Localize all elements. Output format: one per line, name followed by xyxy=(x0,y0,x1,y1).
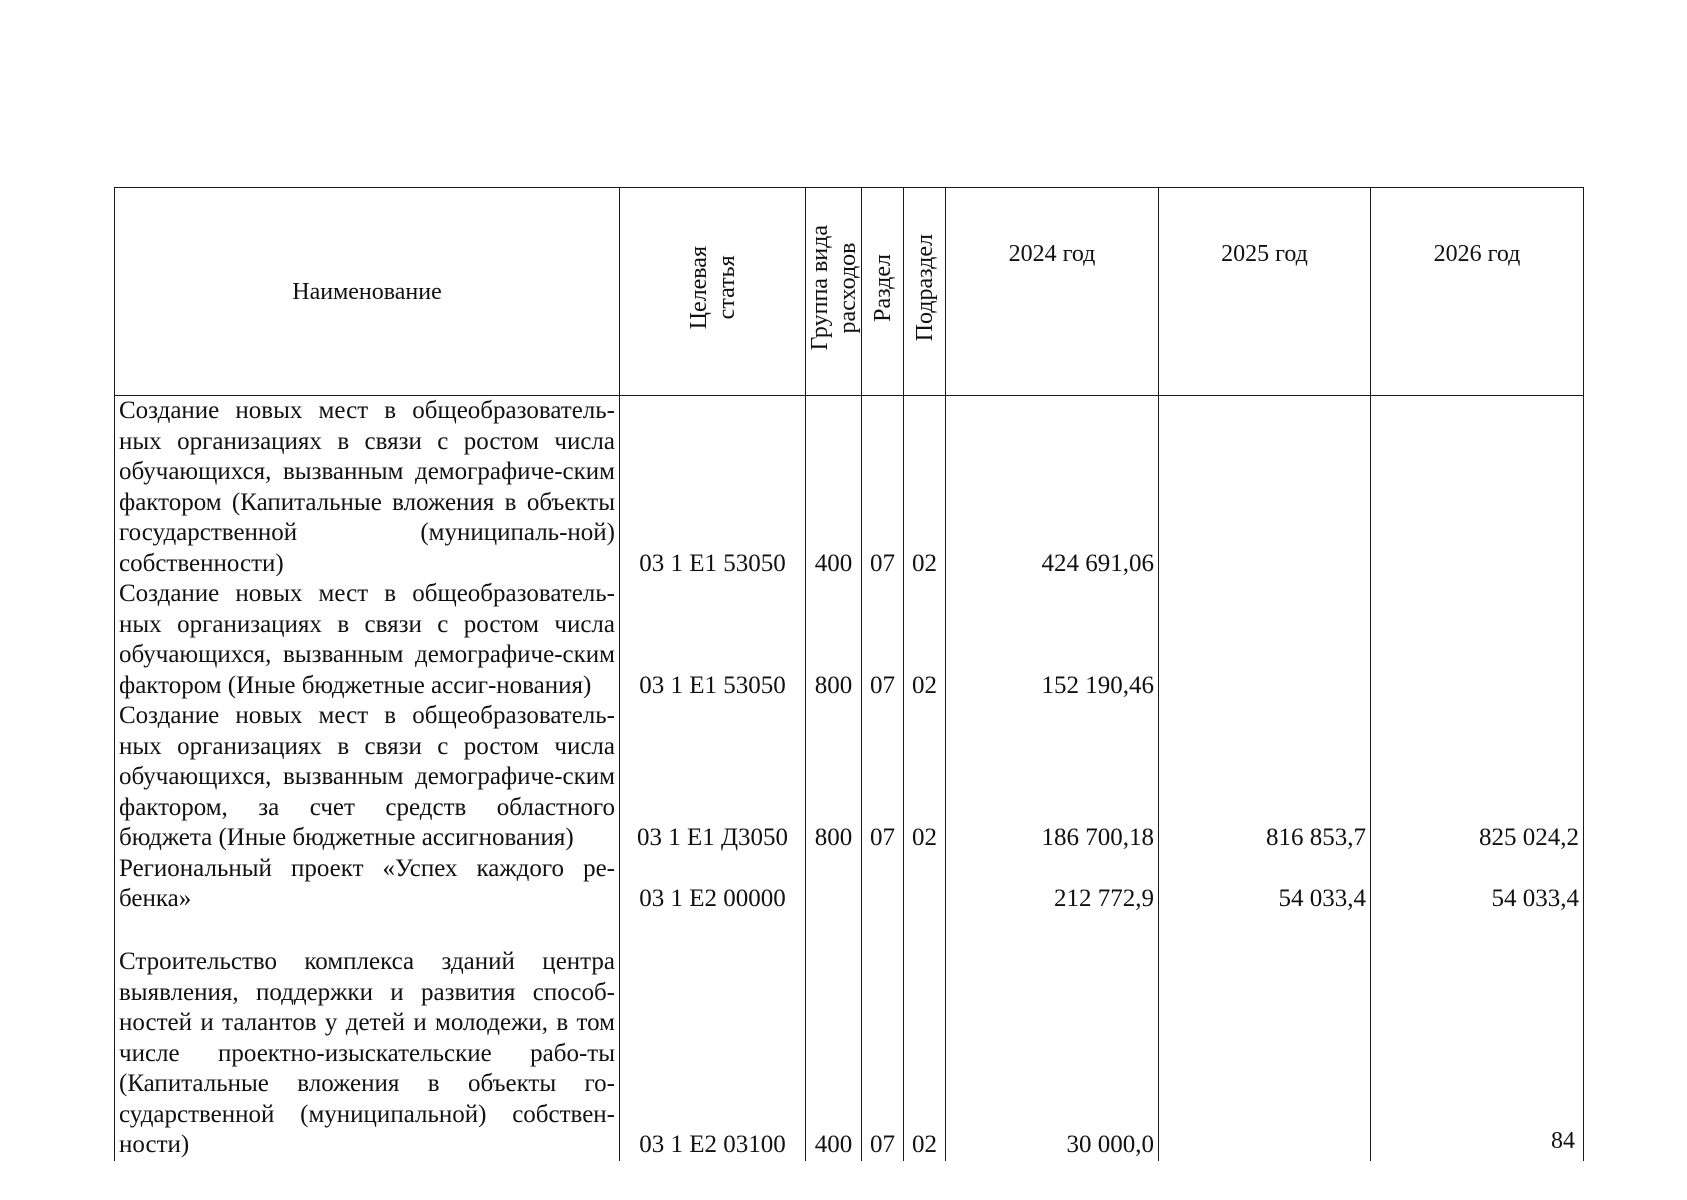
cell-target-article: 03 1 Е1 53050 xyxy=(620,396,806,580)
cell-2026 xyxy=(1371,579,1584,701)
cell-section: 07 xyxy=(862,579,904,701)
header-subsection: Подраздел xyxy=(904,188,946,396)
cell-2026 xyxy=(1371,396,1584,580)
cell-2024: 212 772,9 xyxy=(946,854,1159,915)
cell-subsection: 02 xyxy=(904,915,946,1161)
header-expense-group: Группа вида расходов xyxy=(806,188,862,396)
cell-expense-group: 800 xyxy=(806,579,862,701)
cell-target-article: 03 1 Е1 53050 xyxy=(620,579,806,701)
table-row xyxy=(115,396,1584,580)
header-target-article: Целевая статья xyxy=(620,188,806,396)
cell-section xyxy=(862,854,904,915)
cell-target-article: 03 1 Е1 Д3050 xyxy=(620,701,806,854)
table-row xyxy=(115,854,1584,915)
cell-2024: 186 700,18 xyxy=(946,701,1159,854)
cell-2026 xyxy=(1371,915,1584,1161)
cell-2025 xyxy=(1159,396,1371,580)
cell-section: 07 xyxy=(862,396,904,580)
table-row xyxy=(115,915,1584,1161)
cell-section: 07 xyxy=(862,701,904,854)
cell-section: 07 xyxy=(862,915,904,1161)
cell-name: Создание новых мест в общеобразователь-ных организациях в связи с ростом числа обучающихся, вызванным демографиче-ским фактором (Иные бюджетные ассиг-нования) xyxy=(115,579,620,701)
cell-2025 xyxy=(1159,579,1371,701)
cell-name: Создание новых мест в общеобразователь-ных организациях в связи с ростом числа обучающихся, вызванным демографиче-ским фактором, за счет средств областного бюджета (Иные бюджетные ассигнования) xyxy=(115,701,620,854)
cell-2025: 54 033,4 xyxy=(1159,854,1371,915)
table-header-row xyxy=(115,188,1584,396)
cell-subsection: 02 xyxy=(904,701,946,854)
cell-2026: 825 024,2 xyxy=(1371,701,1584,854)
cell-2025 xyxy=(1159,915,1371,1161)
cell-subsection: 02 xyxy=(904,579,946,701)
cell-target-article: 03 1 Е2 00000 xyxy=(620,854,806,915)
cell-name: Региональный проект «Успех каждого ре-бенка» xyxy=(115,854,620,915)
cell-expense-group: 400 xyxy=(806,396,862,580)
cell-target-article: 03 1 Е2 03100 xyxy=(620,915,806,1161)
cell-2024: 30 000,0 xyxy=(946,915,1159,1161)
header-section: Раздел xyxy=(862,188,904,396)
budget-table xyxy=(114,187,1584,1161)
page-number: 84 xyxy=(1551,1128,1575,1154)
cell-subsection: 02 xyxy=(904,396,946,580)
cell-name: Создание новых мест в общеобразователь-ных организациях в связи с ростом числа обучающихся, вызванным демографиче-ским фактором (Капитальные вложения в объекты государственной (муниципаль-ной) собственности) xyxy=(115,396,620,580)
cell-subsection xyxy=(904,854,946,915)
table-row xyxy=(115,579,1584,701)
cell-2024: 152 190,46 xyxy=(946,579,1159,701)
cell-expense-group: 400 xyxy=(806,915,862,1161)
cell-2024: 424 691,06 xyxy=(946,396,1159,580)
header-2026: 2026 год xyxy=(1371,188,1584,396)
table-row xyxy=(115,701,1584,854)
cell-2025: 816 853,7 xyxy=(1159,701,1371,854)
header-name: Наименование xyxy=(115,188,620,396)
header-2024: 2024 год xyxy=(946,188,1159,396)
cell-name: Строительство комплекса зданий центра выявления, поддержки и развития способ-ностей и талантов у детей и молодежи, в том числе проектно-изыскательские рабо-ты (Капитальные вложения в объекты го-сударственной (муниципальной) собствен-ности) xyxy=(115,915,620,1161)
cell-expense-group xyxy=(806,854,862,915)
header-2025: 2025 год xyxy=(1159,188,1371,396)
cell-expense-group: 800 xyxy=(806,701,862,854)
cell-2026: 54 033,4 xyxy=(1371,854,1584,915)
